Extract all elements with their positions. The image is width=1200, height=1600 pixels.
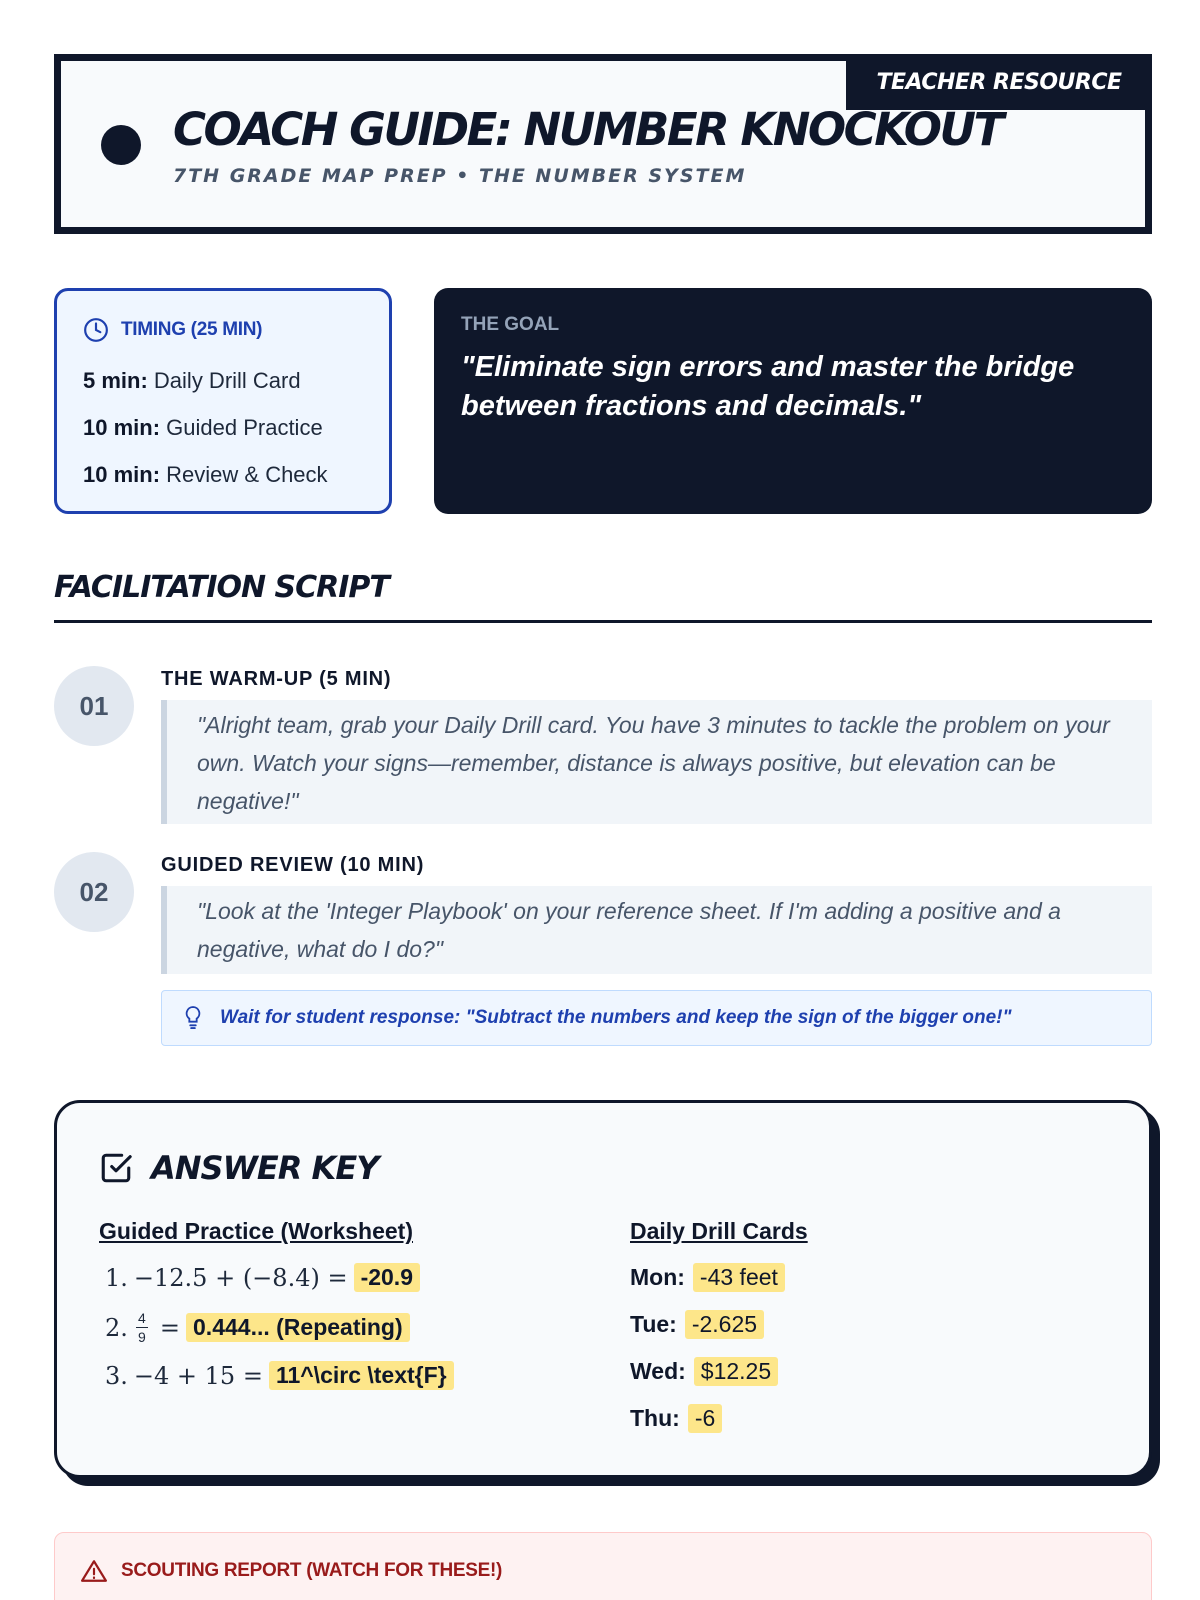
guided-practice-title: Guided Practice (Worksheet)	[99, 1218, 413, 1244]
answer-value: -20.9	[354, 1263, 420, 1292]
page-subtitle: 7TH GRADE MAP PREP • THE NUMBER SYSTEM	[173, 165, 747, 187]
drill-day: Mon:	[630, 1264, 685, 1290]
answer-key-header	[99, 1149, 378, 1187]
goal-quote: "Eliminate sign errors and master the bridge between fractions and decimals."	[461, 351, 1075, 422]
header-banner	[54, 54, 1152, 234]
fraction	[136, 1311, 148, 1344]
step-script-quote: "Look at the 'Integer Playbook' on your reference sheet. If I'm adding a positive and a negative, what do I do?"	[161, 886, 1152, 974]
timing-card	[54, 288, 392, 514]
fraction-numerator: 4	[138, 1310, 146, 1326]
answer-row	[105, 1311, 410, 1344]
goal-label: THE GOAL	[461, 314, 560, 335]
answer-expression: =	[159, 1313, 181, 1342]
timing-label: TIMING (25 MIN)	[121, 319, 263, 340]
drill-answer: -6	[688, 1404, 722, 1433]
bullet-dot-icon	[101, 125, 141, 165]
step-title: THE WARM-UP (5 MIN)	[161, 668, 392, 690]
answer-number: 2.	[105, 1313, 128, 1342]
section-divider	[54, 620, 1152, 623]
step-title: GUIDED REVIEW (10 MIN)	[161, 854, 425, 876]
answer-number: 1.	[105, 1263, 128, 1292]
student-response-tip	[161, 990, 1152, 1046]
drill-day: Tue:	[630, 1311, 677, 1337]
drill-answer: $12.25	[694, 1357, 778, 1386]
scouting-report-card	[54, 1532, 1152, 1600]
drill-answer: -43 feet	[693, 1263, 785, 1292]
drill-answer: -2.625	[685, 1310, 764, 1339]
lightbulb-icon	[182, 1005, 204, 1031]
timing-row	[83, 451, 363, 498]
scouting-report-title: SCOUTING REPORT (WATCH FOR THESE!)	[121, 1560, 503, 1581]
answer-expression: −4 + 15 =	[133, 1361, 263, 1390]
answer-row	[105, 1263, 420, 1292]
goal-card	[434, 288, 1152, 514]
drill-day: Wed:	[630, 1358, 686, 1384]
page-title: COACH GUIDE: NUMBER KNOCKOUT	[173, 103, 1002, 156]
timing-row	[83, 404, 363, 451]
timing-activity: Daily Drill Card	[153, 368, 301, 393]
step-script-quote: "Alright team, grab your Daily Drill card. You have 3 minutes to tackle the problem on your own. Watch your signs—remember, distance is always positive, but elevation can be negative!"	[161, 700, 1152, 824]
drill-row	[630, 1404, 722, 1433]
answer-number: 3.	[105, 1361, 128, 1390]
answer-value: 0.444... (Repeating)	[186, 1313, 410, 1342]
timing-activity: Guided Practice	[166, 415, 323, 440]
drill-row	[630, 1263, 785, 1292]
clock-icon	[83, 317, 109, 343]
checkbox-icon	[99, 1151, 133, 1185]
step-number-badge: 01	[54, 666, 134, 746]
drill-day: Thu:	[630, 1405, 680, 1431]
step-number-badge: 02	[54, 852, 134, 932]
fraction-denominator: 9	[138, 1329, 146, 1345]
answer-key-card	[54, 1100, 1152, 1478]
timing-row	[83, 357, 363, 404]
facilitation-title: FACILITATION SCRIPT	[54, 570, 389, 605]
daily-drill-title: Daily Drill Cards	[630, 1218, 808, 1244]
answer-key-title: ANSWER KEY	[151, 1149, 379, 1187]
scouting-report-header	[81, 1559, 502, 1583]
timing-header	[83, 317, 363, 343]
fraction-bar	[136, 1327, 148, 1328]
timing-duration: 10 min:	[83, 415, 161, 440]
warning-icon	[81, 1559, 107, 1583]
drill-row	[630, 1310, 764, 1339]
timing-duration: 10 min:	[83, 462, 161, 487]
timing-activity: Review & Check	[166, 462, 328, 487]
answer-expression: −12.5 + (−8.4) =	[133, 1263, 348, 1292]
answer-row	[105, 1361, 454, 1390]
tip-text: Wait for student response: "Subtract the numbers and keep the sign of the bigger one!"	[220, 1007, 1012, 1028]
answer-value: 11^\circ \text{F}	[269, 1361, 454, 1390]
teacher-resource-badge: TEACHER RESOURCE	[846, 54, 1152, 110]
drill-row	[630, 1357, 778, 1386]
timing-duration: 5 min:	[83, 368, 148, 393]
